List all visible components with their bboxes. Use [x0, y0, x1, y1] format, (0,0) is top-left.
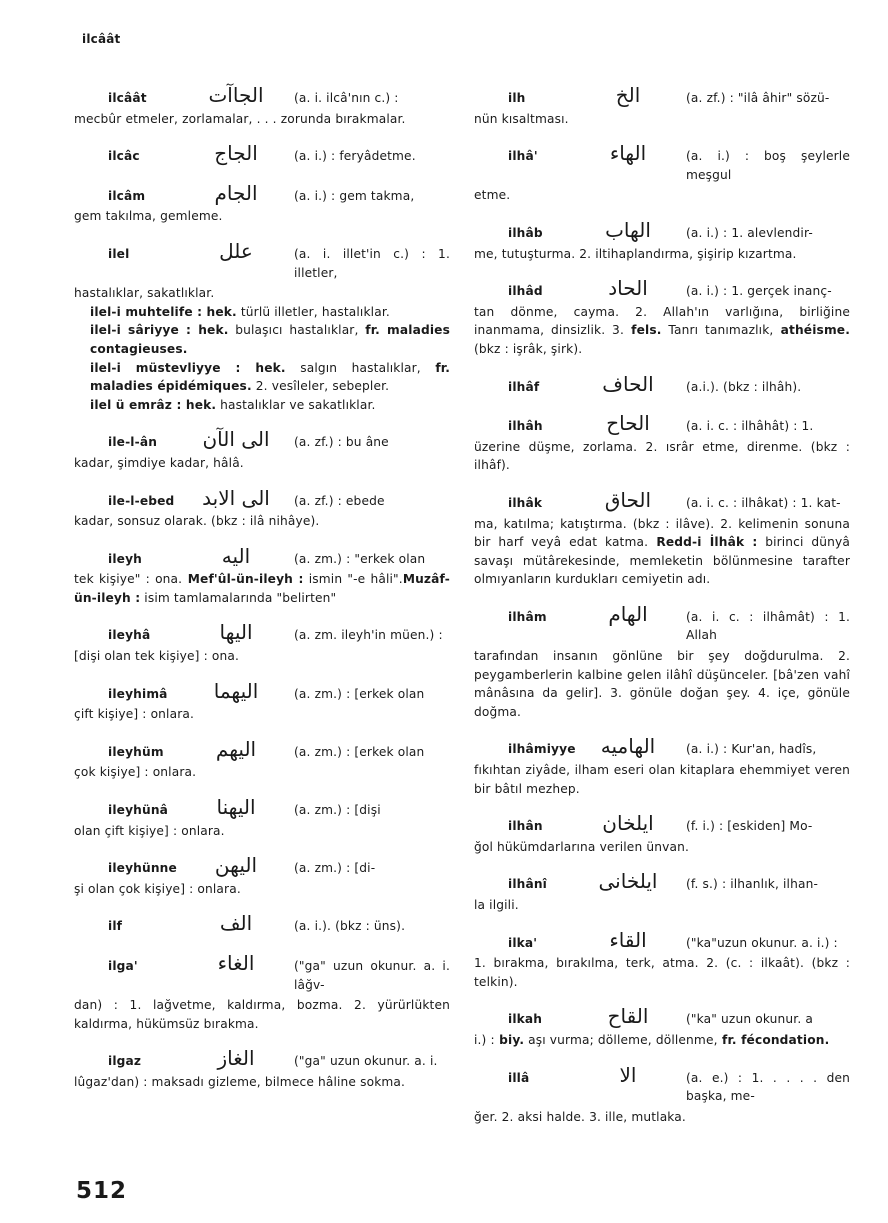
- dictionary-entry: [474, 411, 850, 475]
- entry-arabic-script: القاء: [609, 927, 647, 952]
- definition-text: aşı vurma; dölleme, döllenme,: [524, 1032, 718, 1047]
- entry-grammar: (a. zf.) : "ilâ âhir" sözü-: [686, 91, 830, 105]
- definition-term: Muzâf-ün-ileyh :: [74, 572, 450, 605]
- entry-arabic-script: الى الآن: [202, 427, 270, 452]
- entry-grammar: (a. zm.) : [erkek olan: [294, 686, 425, 701]
- dictionary-entry: [474, 601, 850, 722]
- entry-head-line: [74, 911, 450, 936]
- dictionary-entry: [474, 487, 850, 589]
- entry-definition: [474, 438, 850, 475]
- definition-text: isim tamlamalarında "belirten": [140, 590, 337, 605]
- dictionary-entry: [474, 1004, 850, 1049]
- definition-text: dan) : 1. lağvetme, kaldırma, bozma. 2. yürürlükten kaldırma, hükümsüz bırakma.: [74, 998, 450, 1031]
- sub-entry: [74, 303, 450, 322]
- definition-text: Tanrı tanımazlık,: [661, 323, 774, 338]
- entry-spacer: [74, 724, 450, 740]
- entry-arabic-script: الحاح: [606, 411, 650, 436]
- definition-text: birinci dünyâ savaşı mütârekesinde, memleketin bölünmesine tarafter olmıyanların kurdukları cemiyetin adı.: [474, 535, 850, 587]
- entry-definition: [474, 110, 850, 129]
- entry-arabic-script: الجاآت: [208, 83, 264, 107]
- dictionary-entry: [74, 736, 450, 782]
- entry-head-line: [74, 427, 450, 452]
- entry-arabic-script: اليهنا: [216, 795, 256, 820]
- entry-spacer: [74, 666, 450, 682]
- definition-text: i.) :: [474, 1032, 495, 1047]
- definition-text: fıkıhtan ziyâde, ilham eseri olan kitaplara ehemmiyet veren bir bâtıl mezhep.: [474, 763, 850, 796]
- dictionary-entry: [74, 427, 450, 472]
- dictionary-entry: [74, 853, 450, 898]
- entry-spacer: [474, 475, 850, 491]
- entry-arabic-script: علل: [219, 238, 253, 263]
- dictionary-entry: [474, 811, 850, 856]
- entry-head-line: [474, 83, 850, 108]
- entry-headword: ileyhâ: [108, 628, 151, 643]
- left-column: [74, 83, 450, 1092]
- entry-arabic-script: الهاب: [605, 217, 651, 242]
- entry-definition: [74, 763, 450, 782]
- definition-term: athéisme.: [773, 323, 851, 338]
- entry-grammar: (a. i.) : 1. alevlendir-: [686, 225, 813, 240]
- definition-text: (bkz : işrâk, şirk).: [474, 341, 583, 356]
- entry-definition: [74, 207, 450, 226]
- entry-head-line: [474, 734, 850, 759]
- dictionary-entry: [74, 543, 450, 608]
- dictionary-entry: [74, 951, 450, 1033]
- entry-head-line: [74, 951, 450, 994]
- entry-definition: [474, 647, 850, 721]
- entry-definition: [74, 822, 450, 841]
- entry-spacer: [474, 915, 850, 931]
- sub-entry-term: fr. maladies contagieuses.: [90, 323, 450, 356]
- entry-arabic-script: اليهم: [215, 736, 257, 761]
- definition-text: ismin "-e hâli".: [303, 572, 403, 587]
- sub-entry-text: 2. vesîleler, sebepler.: [251, 379, 390, 394]
- entry-headword: ileyhünne: [108, 861, 177, 876]
- entry-headword: ilhânî: [508, 877, 548, 892]
- entry-headword: ilf: [108, 919, 123, 934]
- dictionary-entry: [474, 276, 851, 358]
- entry-head-line: [74, 180, 450, 206]
- entry-grammar: (a. zm.) : [di-: [294, 861, 376, 876]
- entry-grammar: (a. zm. ileyh'in müen.) :: [294, 628, 443, 643]
- entry-arabic-script: اليهما: [213, 678, 259, 703]
- entry-head-line: [474, 141, 850, 184]
- entry-definition: [74, 880, 450, 899]
- entry-spacer: [474, 359, 850, 375]
- entry-grammar: (a. zm.) : [erkek olan: [294, 744, 425, 759]
- entry-grammar: (a. i. c. : ilhâhât) : 1.: [686, 419, 814, 434]
- entry-headword: ilh: [508, 91, 526, 105]
- entry-head-line: [74, 736, 450, 762]
- dictionary-entry: [74, 180, 450, 226]
- entry-spacer: [474, 798, 850, 814]
- dictionary-entry: [74, 678, 450, 724]
- entry-spacer: [474, 991, 850, 1007]
- definition-text: şi olan çok kişiye] : onlara.: [74, 881, 241, 896]
- entry-head-line: [74, 853, 450, 878]
- entry-arabic-script: اليها: [219, 620, 253, 645]
- entry-headword: ilkah: [508, 1012, 543, 1027]
- entry-arabic-script: الجاج: [214, 141, 258, 166]
- entry-headword: ilcâât: [108, 91, 147, 105]
- entry-definition: [474, 245, 850, 264]
- entry-headword: ilgaz: [108, 1054, 142, 1069]
- entry-arabic-script: الى الابد: [202, 485, 270, 510]
- entry-spacer: [74, 938, 450, 954]
- definition-text: mecbûr etmeler, zorlamalar, . . . zorunda bırakmalar.: [74, 111, 406, 126]
- entry-head-line: [74, 485, 450, 511]
- entry-spacer: [474, 263, 850, 279]
- sub-entry-term: ilel ü emrâz : hek.: [90, 397, 217, 412]
- entry-grammar: ("ga" uzun okunur. a. i. lâğv-: [294, 959, 450, 992]
- sub-entry: [74, 359, 450, 396]
- definition-text: gem takılma, gemleme.: [74, 209, 223, 224]
- entry-arabic-script: الف: [219, 911, 253, 936]
- entry-grammar: (f. i.) : [eskiden] Mo-: [686, 819, 813, 834]
- entry-definition: [474, 303, 850, 359]
- entry-spacer: [74, 782, 450, 798]
- definition-text: tek kişiye" : ona.: [74, 572, 183, 587]
- definition-term: Mef'ûl-ün-ileyh :: [182, 572, 304, 587]
- entry-headword: illâ: [508, 1070, 530, 1085]
- definition-term: fr. fécondation.: [717, 1032, 830, 1047]
- sub-entry-term: ilel-i muhtelife : hek.: [90, 304, 237, 319]
- dictionary-entry: [74, 238, 450, 414]
- sub-entry-term: ilel-i müstevliyye : hek.: [90, 360, 286, 375]
- entry-grammar: ("ga" uzun okunur. a. i.: [294, 1054, 438, 1069]
- sub-entry-text: bulaşıcı hastalıklar,: [228, 323, 366, 338]
- entry-definition: [474, 838, 850, 857]
- entry-headword: ilhân: [508, 819, 543, 834]
- entry-spacer: [474, 398, 850, 414]
- entry-head-line: [474, 217, 850, 243]
- entry-grammar: (a. i. c. : ilhâkat) : 1. kat-: [686, 495, 841, 510]
- definition-text: çok kişiye] : onlara.: [74, 765, 197, 780]
- definition-term: Redd-i İlhâk :: [648, 535, 758, 550]
- entry-arabic-script: الخ: [615, 83, 641, 107]
- entry-arabic-script: ايلخانى: [598, 869, 658, 894]
- dictionary-entry: [474, 734, 850, 798]
- entry-head-line: [74, 795, 450, 820]
- dictionary-entry: [474, 869, 850, 914]
- entry-grammar: (a. i. illet'in c.) : 1. illetler,: [294, 246, 450, 280]
- entry-headword: ilhâf: [508, 379, 540, 394]
- entry-spacer: [474, 128, 850, 144]
- definition-text: me, tutuşturma. 2. iltihaplandırma, şişirip kızartma.: [474, 246, 797, 261]
- entry-head-line: [474, 601, 850, 645]
- entry-headword: ilhâm: [508, 609, 547, 624]
- entry-headword: ilhâb: [508, 225, 543, 240]
- definition-term: biy.: [494, 1032, 525, 1047]
- entry-headword: ilcâc: [108, 149, 140, 164]
- dictionary-entry: [474, 141, 850, 205]
- entry-spacer: [74, 226, 450, 242]
- entry-grammar: (a. i.) : feryâdetme.: [294, 149, 416, 164]
- entry-headword: ilhâmiyye: [508, 742, 576, 757]
- definition-text: olan çift kişiye] : onlara.: [74, 823, 225, 838]
- entry-definition: [74, 705, 450, 724]
- entry-headword: ile-l-ân: [108, 435, 158, 450]
- entry-spacer: [474, 1050, 850, 1066]
- entry-headword: ileyhüm: [108, 744, 164, 759]
- entry-grammar: (a. zm.) : [dişi: [294, 803, 381, 818]
- sub-entry: [74, 321, 450, 358]
- entry-head-line: [474, 811, 850, 836]
- entry-headword: ilcâm: [108, 188, 146, 203]
- entry-definition: [74, 570, 450, 607]
- definition-text: lûgaz'dan) : maksadı gizleme, bilmece hâline sokma.: [74, 1074, 406, 1089]
- page-number: 512: [76, 1178, 128, 1204]
- entry-definition: [74, 1073, 450, 1092]
- dictionary-entry: [474, 1062, 850, 1127]
- entry-arabic-script: الغاز: [217, 1046, 255, 1071]
- entry-head-line: [74, 678, 450, 704]
- entry-head-line: [474, 869, 850, 894]
- entry-spacer: [74, 168, 450, 184]
- entry-grammar: (a. i.) : gem takma,: [294, 188, 415, 203]
- definition-text: ma, katılma; katıştırma. (bkz : ilâve). 2. kelimenin sonuna bir harf veyâ edat katma.: [474, 516, 850, 550]
- entry-arabic-script: الغاء: [217, 951, 255, 975]
- entry-spacer: [74, 840, 450, 856]
- entry-definition: [74, 454, 450, 473]
- definition-text: ğer. 2. aksi halde. 3. ille, mutlaka.: [474, 1109, 686, 1124]
- entry-head-line: [474, 371, 850, 397]
- entry-grammar: ("ka"uzun okunur. a. i.) :: [686, 935, 838, 950]
- entry-grammar: (a. i. c. : ilhâmât) : 1. Allah: [686, 609, 850, 643]
- entry-definition: [474, 1108, 850, 1127]
- entry-grammar: (a.i.). (bkz : ilhâh).: [686, 379, 802, 394]
- sub-entry-text: salgın hastalıklar,: [285, 360, 436, 375]
- entry-head-line: [74, 238, 450, 282]
- entry-spacer: [474, 589, 850, 605]
- entry-grammar: (f. s.) : ilhanlık, ilhan-: [686, 877, 818, 892]
- entry-headword: ileyhimâ: [108, 686, 168, 701]
- definition-term: fels.: [623, 323, 662, 338]
- dictionary-entry: [74, 911, 450, 936]
- entry-headword: ileyh: [108, 551, 142, 566]
- entry-headword: ilhâh: [508, 419, 543, 434]
- entry-arabic-script: الحاق: [604, 487, 652, 512]
- dictionary-entry: [74, 485, 450, 531]
- entry-definition: [474, 954, 850, 991]
- entry-head-line: [474, 927, 850, 953]
- dictionary-entry: [74, 83, 450, 128]
- definition-text: la ilgili.: [474, 898, 519, 912]
- entry-spacer: [74, 898, 450, 914]
- definition-text: ğol hükümdarlarına verilen ünvan.: [474, 839, 689, 854]
- definition-text: tarafından insanın gönlüne bir şey doğdurulma. 2. peygamberlerin kalbine gelen ilâhî düşünceler. [bâ'zen vahî mânâsına da gelir]. 3. gönüle doğan şey. 4. içe, gönüle doğma.: [474, 649, 850, 719]
- entry-headword: ileyhünâ: [108, 803, 169, 818]
- entry-definition: [474, 761, 850, 798]
- entry-arabic-script: القاح: [607, 1004, 649, 1029]
- dictionary-entry: [74, 141, 450, 166]
- dictionary-entry: [74, 1046, 450, 1091]
- definition-text: etme.: [474, 188, 511, 203]
- entry-spacer: [74, 128, 450, 144]
- entry-head-line: [474, 1062, 850, 1106]
- right-column: [474, 83, 851, 1126]
- entry-headword: ile-l-ebed: [108, 493, 175, 508]
- entry-arabic-script: الجام: [214, 180, 258, 205]
- entry-definition: [74, 996, 450, 1033]
- definition-text: kadar, şimdiye kadar, hâlâ.: [74, 455, 244, 470]
- entry-definition: [474, 186, 850, 205]
- entry-headword: ilhâ': [508, 149, 538, 164]
- entry-grammar: (a. i.) : boş şeylerle meşgul: [686, 149, 850, 182]
- entry-spacer: [474, 721, 850, 737]
- entry-spacer: [74, 607, 450, 623]
- dictionary-entry: [474, 217, 850, 263]
- entry-definition: [474, 1031, 850, 1050]
- entry-arabic-script: الهام: [608, 601, 648, 626]
- definition-text: [dişi olan tek kişiye] : ona.: [74, 649, 239, 664]
- entry-arabic-script: اليه: [221, 543, 251, 568]
- entry-arabic-script: الهاء: [609, 141, 647, 166]
- dictionary-entry: [474, 927, 850, 992]
- entry-definition: [474, 515, 850, 589]
- entry-headword: ilel: [108, 246, 130, 261]
- entry-headword: ilhâd: [508, 284, 543, 299]
- definition-text: nün kısaltması.: [474, 111, 569, 126]
- sub-entry-term: ilel-i sâriyye : hek.: [90, 323, 229, 338]
- definition-text: kadar, sonsuz olarak. (bkz : ilâ nihâye).: [74, 514, 320, 529]
- running-head: ilcâât: [82, 32, 121, 46]
- entry-head-line: [74, 620, 450, 645]
- entry-arabic-script: الا: [619, 1062, 637, 1087]
- sub-entry-text: hastalıklar ve sakatlıklar.: [216, 397, 376, 412]
- entry-arabic-script: ايلخان: [602, 811, 654, 836]
- entry-grammar: (a. i. ilcâ'nın c.) :: [294, 91, 399, 105]
- entry-arabic-script: الحاف: [602, 371, 654, 396]
- definition-text: üzerine düşme, zorlama. 2. ısrâr etme, direnme. (bkz : ilhâf).: [474, 439, 850, 473]
- entry-grammar: (a. i.). (bkz : üns).: [294, 919, 406, 934]
- entry-grammar: (a. e.) : 1. . . . . den başka, me-: [686, 1070, 850, 1104]
- entry-arabic-script: اليهن: [214, 853, 258, 878]
- sub-entry-text: türlü illetler, hastalıklar.: [236, 304, 390, 319]
- entry-grammar: ("ka" uzun okunur. a: [686, 1012, 814, 1027]
- entry-spacer: [474, 856, 850, 872]
- dictionary-entry: [74, 620, 450, 665]
- dictionary-entry: [474, 83, 850, 128]
- entry-grammar: (a. i.) : Kur'an, hadîs,: [686, 742, 817, 757]
- entry-definition: [474, 896, 850, 915]
- entry-definition: [74, 284, 450, 303]
- entry-arabic-script: الحاد: [608, 276, 648, 301]
- entry-head-line: [74, 1046, 450, 1071]
- definition-text: tan dönme, cayma. 2. Allah'ın varlığına, birliğine inanmama, dinsizlik. 3.: [474, 304, 850, 338]
- entry-head-line: [74, 83, 450, 108]
- entry-spacer: [74, 531, 450, 547]
- entry-grammar: (a. i.) : 1. gerçek inanç-: [686, 284, 832, 299]
- sub-entry-term: fr. maladies épidémiques.: [90, 360, 450, 394]
- entry-head-line: [74, 141, 450, 166]
- entry-arabic-script: الهاميه: [600, 734, 656, 759]
- entry-definition: [74, 647, 450, 666]
- entry-spacer: [74, 1033, 450, 1049]
- entry-head-line: [474, 487, 850, 513]
- entry-definition: [74, 512, 450, 531]
- entry-grammar: (a. zm.) : "erkek olan: [294, 551, 426, 566]
- definition-text: çift kişiye] : onlara.: [74, 707, 195, 722]
- entry-grammar: (a. zf.) : ebede: [294, 493, 385, 508]
- entry-definition: [74, 110, 450, 129]
- sub-entry: [74, 396, 450, 415]
- entry-head-line: [474, 411, 850, 436]
- dictionary-entry: [474, 371, 850, 397]
- definition-text: 1. bırakma, bırakılma, terk, atma. 2. (c. : ilkaât). (bkz : telkin).: [474, 956, 850, 989]
- entry-headword: ilhâk: [508, 495, 543, 510]
- entry-head-line: [474, 276, 850, 301]
- entry-head-line: [74, 543, 450, 569]
- entry-head-line: [474, 1004, 850, 1029]
- entry-grammar: (a. zf.) : bu âne: [294, 435, 389, 450]
- entry-headword: ilga': [108, 959, 138, 973]
- dictionary-entry: [74, 795, 450, 840]
- definition-text: hastalıklar, sakatlıklar.: [74, 286, 215, 301]
- entry-headword: ilka': [508, 935, 538, 950]
- entry-spacer: [474, 205, 850, 221]
